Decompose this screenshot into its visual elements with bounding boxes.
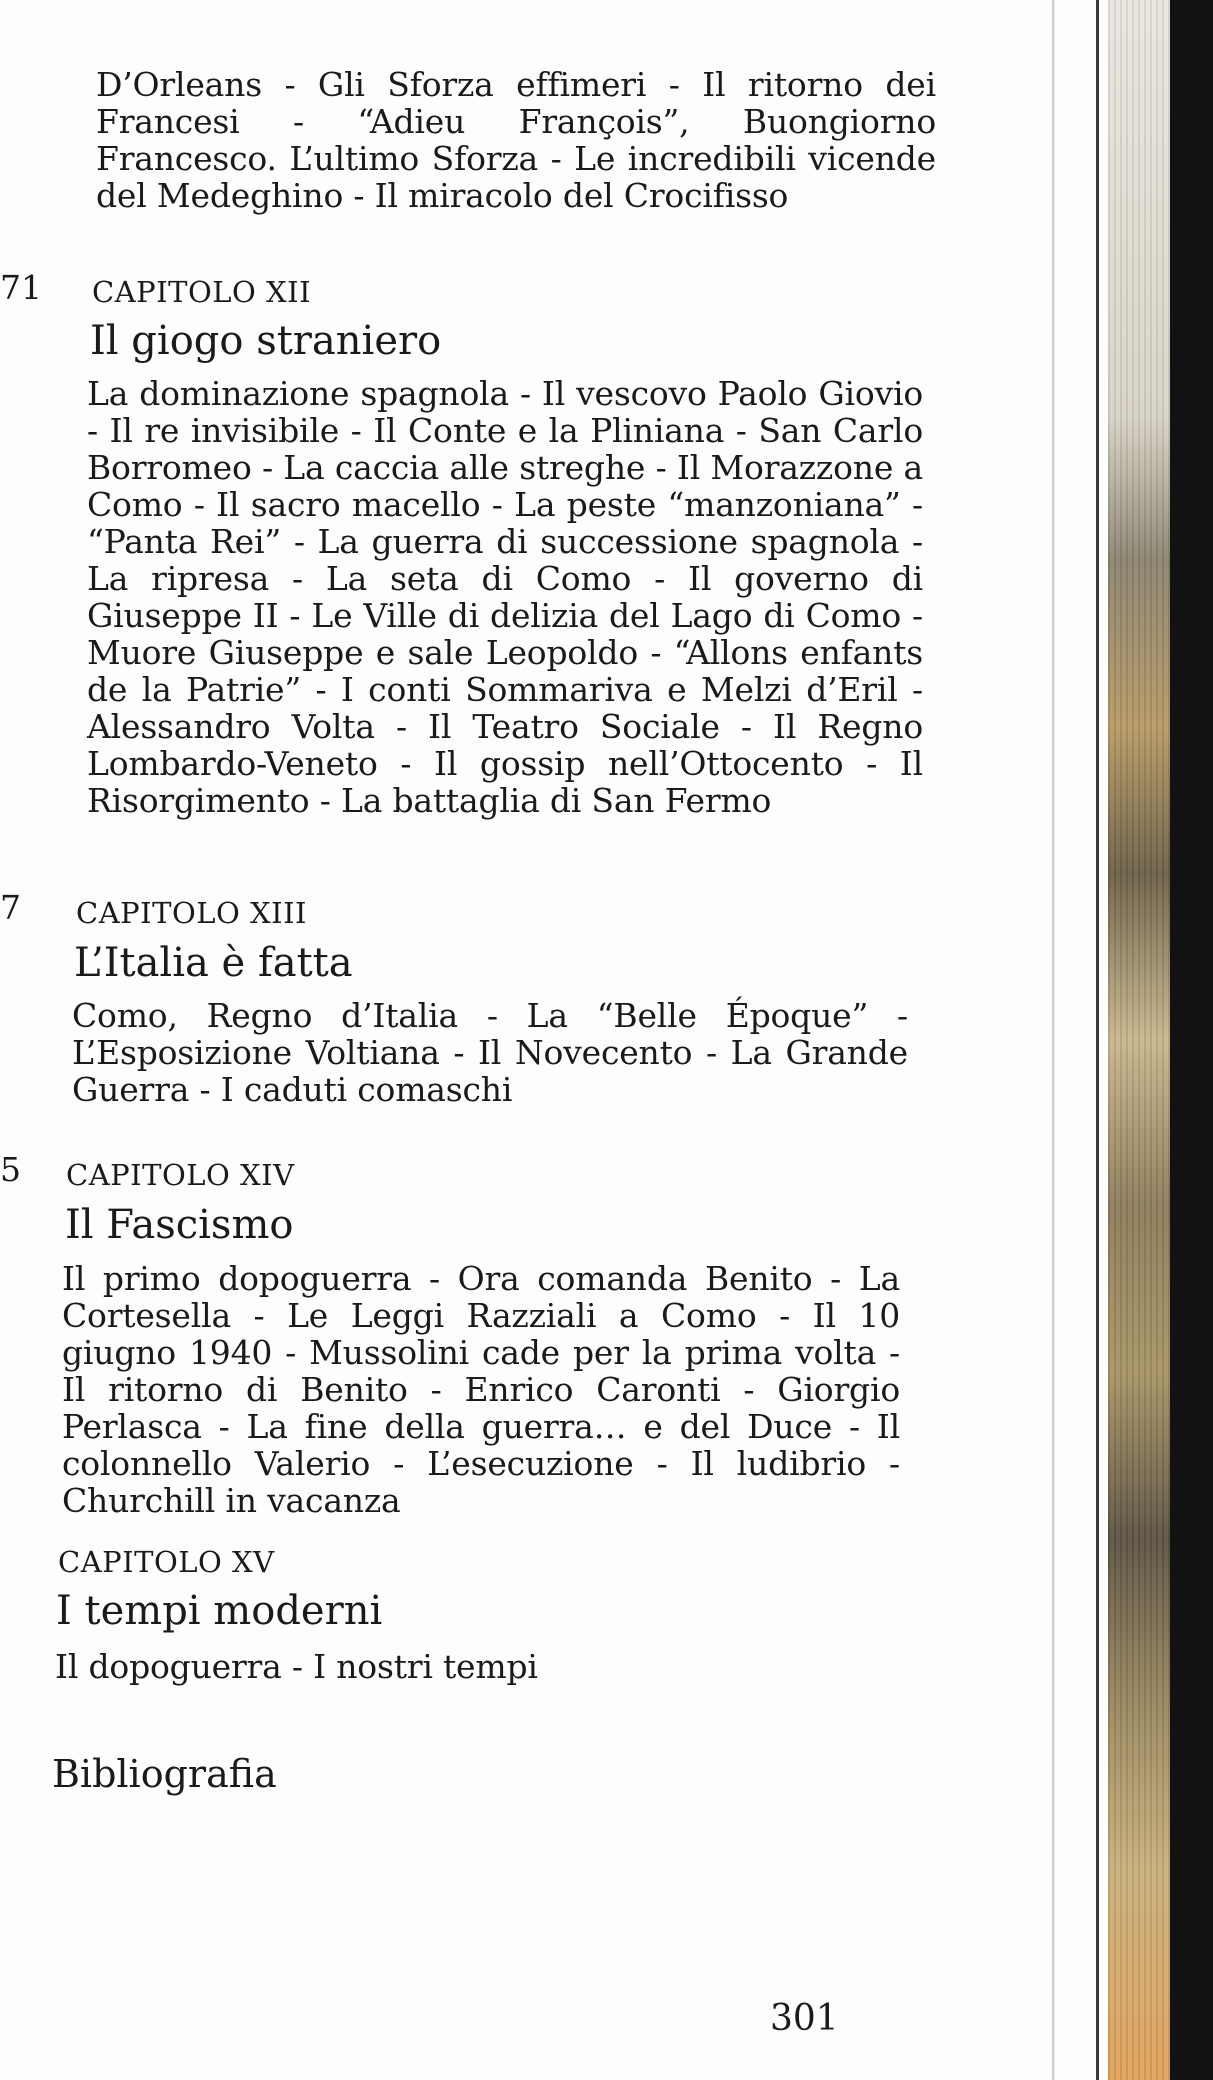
chapter-title: Il giogo straniero	[90, 318, 442, 364]
chapter-topics: Il dopoguerra - I nostri tempi	[55, 1647, 538, 1686]
chapter-label: CAPITOLO XIII	[76, 896, 307, 930]
binding-line	[1096, 0, 1099, 2080]
chapter-page-ref: 7	[0, 888, 21, 927]
chapter-topics: Il primo dopoguerra - Ora comanda Benito - La Cortesella - Le Leggi Razziali a Como - Il 10 giugno 1940 - Mussolini cade per la prima volta - Il ritorno di Benito - Enrico Caronti - Giorgio Perlasca - La fine della guerra… e del Duce - Il colonnello Valerio - L’esecuzione - Il ludibrio - Churchill in vacanza	[62, 1259, 900, 1520]
chapter-topics: Como, Regno d’Italia - La “Belle Époque” - L’Esposizione Voltiana - Il Novecento - La Grande Guerra - I caduti comaschi	[72, 996, 908, 1109]
chapter-label: CAPITOLO XIV	[66, 1158, 295, 1192]
chapter-title: I tempi moderni	[56, 1588, 383, 1634]
chapter-title: L’Italia è fatta	[74, 940, 353, 986]
chapter-title: Il Fascismo	[65, 1202, 294, 1248]
facing-page-photo	[1108, 0, 1170, 2080]
chapter-page-ref: 71	[0, 268, 42, 307]
scan-dark-edge	[1170, 0, 1213, 2080]
chapter-topics: La dominazione spagnola - Il vescovo Paolo Giovio - Il re invisibile - Il Conte e la Pliniana - San Carlo Borromeo - La caccia alle streghe - Il Morazzone a Como - Il sacro macello - La peste “manzoniana” - “Panta Rei” - La guerra di successione spagnola - La ripresa - La seta di Como - Il governo di Giuseppe II - Le Ville di delizia del Lago di Como - Muore Giuseppe e sale Leopoldo - “Allons enfants de la Patrie” - I conti Sommariva e Melzi d’Eril - Alessandro Volta - Il Teatro Sociale - Il Regno Lombardo-Veneto - Il gossip nell’Ottocento - Il Risorgimento - La battaglia di San Fermo	[87, 374, 923, 820]
intro-topics: D’Orleans - Gli Sforza effimeri - Il ritorno dei Francesi - “Adieu François”, Buongiorno Francesco. L’ultimo Sforza - Le incredibili vicende del Medeghino - Il miracolo del Crocifisso	[96, 65, 936, 215]
page-edge-line	[1052, 0, 1055, 2080]
bibliography-heading: Bibliografia	[52, 1752, 277, 1796]
page-number: 301	[770, 1998, 839, 2039]
chapter-label: CAPITOLO XV	[58, 1545, 275, 1579]
chapter-label: CAPITOLO XII	[92, 275, 312, 309]
chapter-page-ref: 5	[0, 1150, 21, 1189]
